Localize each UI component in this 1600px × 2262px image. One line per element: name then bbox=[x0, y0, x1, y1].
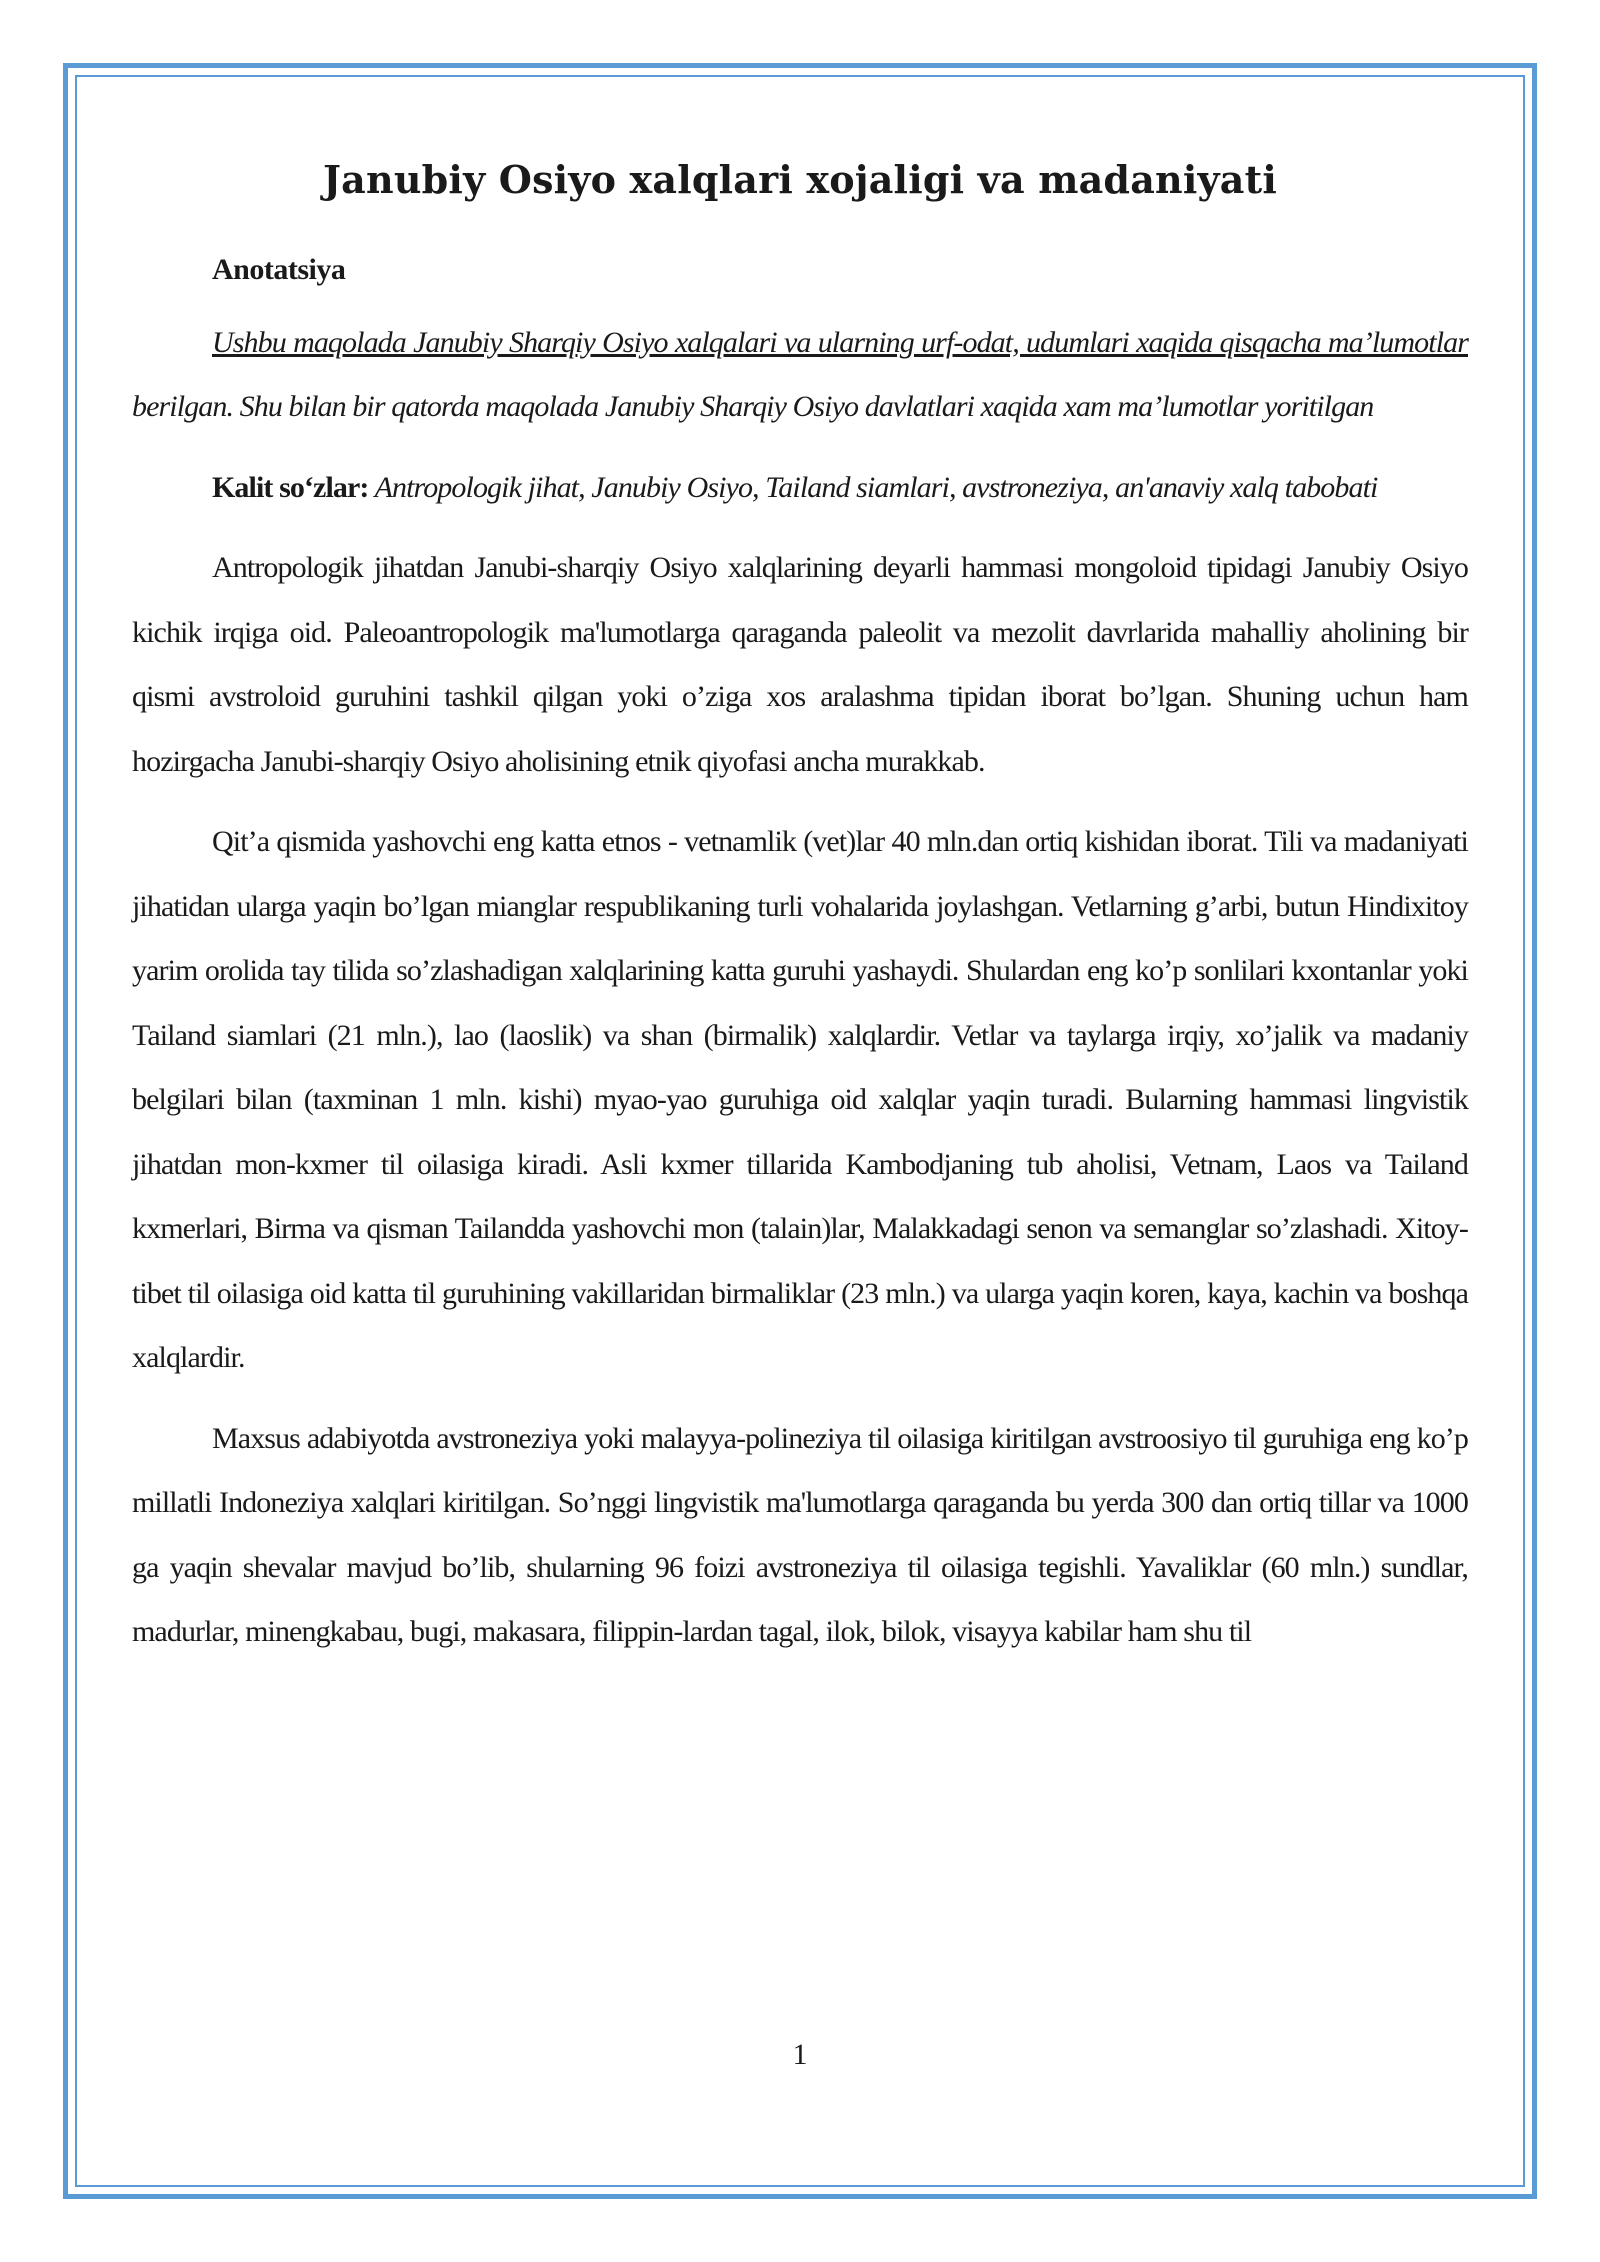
keywords-text: Antropologik jihat, Janubiy Osiyo, Tailand siamlari, avstroneziya, an'anaviy xalq tabobati bbox=[368, 470, 1378, 504]
annotation-underlined: Ushbu maqolada Janubiy Sharqiy Osiyo xalqalari va ularning urf-odat, udumlari xaqida qisqacha ma’lumotlar bbox=[212, 325, 1468, 359]
body-paragraph-2: Qit’a qismida yashovchi eng katta etnos - vetnamlik (vet)lar 40 mln.dan ortiq kishidan iborat. Tili va madaniyati jihatidan ularga yaqin bo’lgan mianglar respublikaning turli vohalarida joylashgan. Vetlarning g’arbi, butun Hindixitoy yarim orolida tay tilida so’zlashadigan xalqlarining katta guruhi yashaydi. Shulardan eng ko’p sonlilari kxontanlar yoki Tailand siamlari (21 mln.), lao (laoslik) va shan (birmalik) xalqlardir. Vetlar va taylarga irqiy, xo’jalik va madaniy belgilari bilan (taxminan 1 mln. kishi) myao-yao guruhiga oid xalqlar yaqin turadi. Bularning hammasi lingvistik jihatdan mon-kxmer til oilasiga kiradi. Asli kxmer tillarida Kambodjaning tub aholisi, Vetnam, Laos va Tailand kxmerlari, Birma va qisman Tailandda yashovchi mon (talain)lar, Malakkadagi senon va semanglar so’zlashadi. Xitoy-tibet til oilasiga oid katta til guruhining vakillaridan birmaliklar (23 mln.) va ularga yaqin koren, kaya, kachin va boshqa xalqlardir. bbox=[132, 825, 1468, 1374]
body-paragraph-3: Maxsus adabiyotda avstroneziya yoki malayya-polineziya til oilasiga kiritilgan avstroosiyo til guruhiga eng ko’p millatli Indoneziya xalqlari kiritilgan. So’nggi lingvistik ma'lumotlarga qaraganda bu yerda 300 dan ortiq tillar va 1000 ga yaqin shevalar mavjud bo’lib, shularning 96 foizi avstroneziya til oilasiga tegishli. Yavaliklar (60 mln.) sundlar, madurlar, minengkabau, bugi, makasara, filippin-lardan tagal, ilok, bilok, visayya kabilar ham shu til bbox=[132, 1421, 1468, 1648]
annotation-heading: Anotatsiya bbox=[212, 253, 346, 286]
page-number: 1 bbox=[792, 2038, 808, 2071]
keywords-label: Kalit so‘zlar: bbox=[212, 470, 369, 504]
annotation-text bbox=[132, 311, 1468, 440]
document-body bbox=[132, 150, 1468, 1681]
keywords-line bbox=[132, 456, 1468, 521]
annotation-rest: berilgan. Shu bilan bir qatorda maqolada Janubiy Sharqiy Osiyo davlatlari xaqida xam ma’lumotlar yoritilgan bbox=[132, 390, 1374, 423]
document-title: Janubiy Osiyo xalqlari xojaligi va madaniyati bbox=[323, 157, 1277, 202]
body-paragraph-1: Antropologik jihatdan Janubi-sharqiy Osiyo xalqlarining deyarli hammasi mongoloid tipidagi Janubiy Osiyo kichik irqiga oid. Paleoantropologik ma'lumotlarga qaraganda paleolit va mezolit davrlarida mahalliy aholining bir qismi avstroloid guruhini tashkil qilgan yoki o’ziga xos aralashma tipidan iborat bo’lgan. Shuning uchun ham hozirgacha Janubi-sharqiy Osiyo aholisining etnik qiyofasi ancha murakkab. bbox=[132, 551, 1468, 778]
